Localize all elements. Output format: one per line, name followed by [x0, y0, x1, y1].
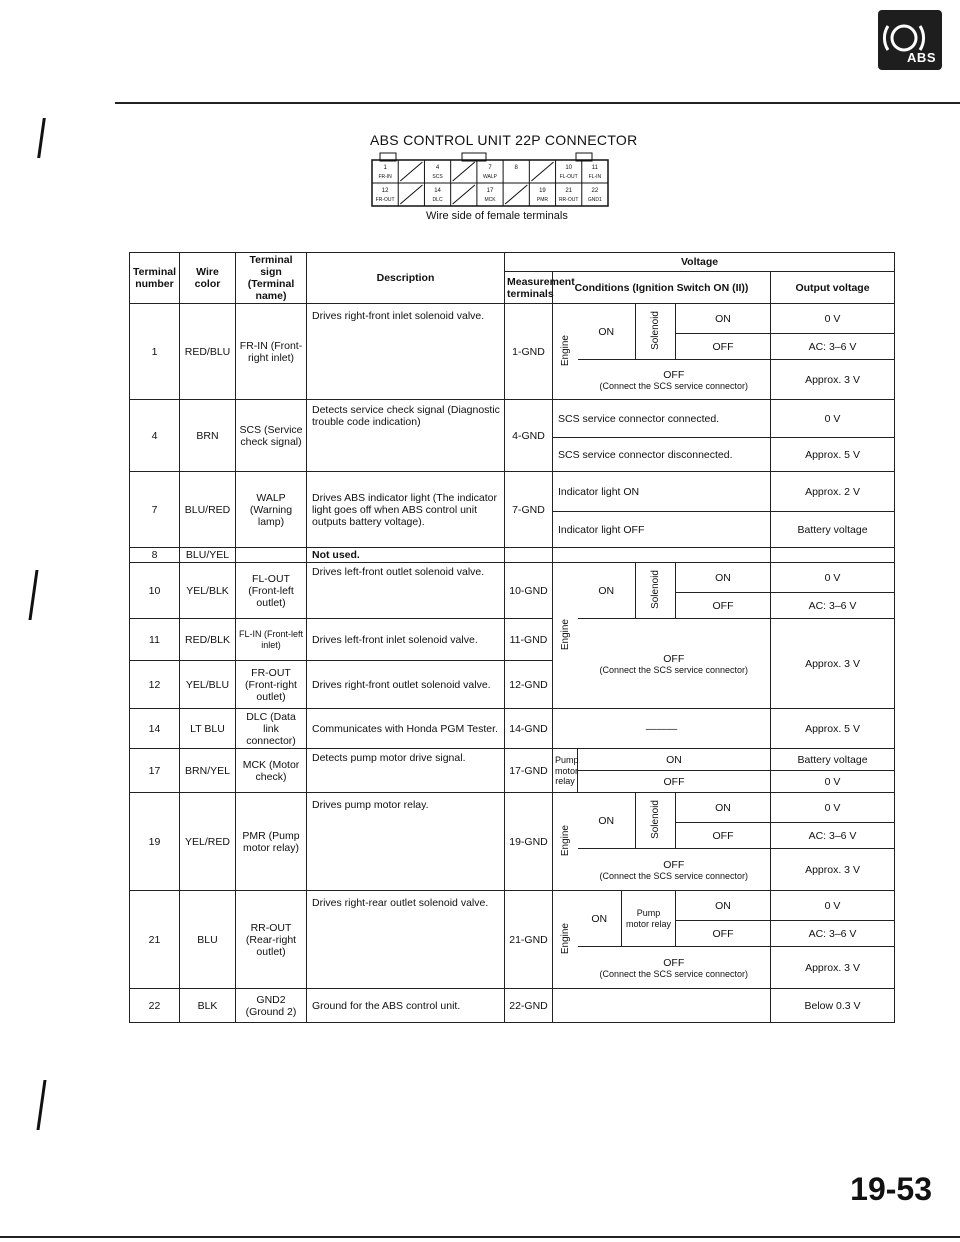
engine-label: Engine: [559, 824, 571, 856]
r22-desc: Ground for the ABS control unit.: [307, 989, 505, 1023]
r19-v-scs: Approx. 3 V: [771, 849, 895, 891]
r10-desc: Drives left-front outlet solenoid valve.: [307, 563, 505, 619]
r17-v-on: Battery voltage: [771, 749, 895, 771]
empty-pin-slash: [400, 185, 422, 204]
r10-v-on: 0 V: [771, 563, 895, 593]
pin-label: RR-OUT: [558, 197, 579, 203]
cond-off: OFF: [663, 956, 685, 969]
terminal-table: [129, 252, 895, 1023]
r22-v: Below 0.3 V: [771, 989, 895, 1023]
pin-label: WALP: [483, 174, 497, 180]
pin-label: DLC: [432, 197, 443, 203]
r7-num: 7: [130, 472, 180, 548]
abs-badge: [878, 10, 942, 70]
solenoid-label: Solenoid: [649, 310, 661, 350]
r11-color: RED/BLK: [180, 619, 236, 661]
connector-diagram: [370, 150, 610, 208]
cond-sub-on: ON: [676, 563, 771, 593]
cond-sub-on: ON: [676, 891, 771, 921]
r19-meas: 19-GND: [505, 793, 553, 891]
r1-v-on: 0 V: [771, 304, 895, 334]
cond-off: OFF: [663, 652, 685, 665]
r21-sign: RR-OUT (Rear-right outlet): [236, 891, 307, 989]
r12-desc: Drives right-front outlet solenoid valve.: [307, 661, 505, 709]
cond-on: ON: [578, 563, 636, 619]
r7-cond1: Indicator light ON: [553, 472, 771, 512]
pin-label: FR-IN: [378, 174, 392, 180]
r4-meas: 4-GND: [505, 400, 553, 472]
pin-label: FL-OUT: [559, 174, 578, 180]
r14-color: LT BLU: [180, 709, 236, 749]
pin-number: 4: [435, 165, 440, 171]
r10-sign: FL-OUT (Front-left outlet): [236, 563, 307, 619]
r10-color: YEL/BLK: [180, 563, 236, 619]
pin-number: 21: [565, 188, 573, 194]
r1-color: RED/BLU: [180, 304, 236, 400]
r19-v-off: AC: 3–6 V: [771, 823, 895, 849]
r12-sign: FR-OUT (Front-right outlet): [236, 661, 307, 709]
r4-num: 4: [130, 400, 180, 472]
r19-num: 19: [130, 793, 180, 891]
r1-desc: Drives right-front inlet solenoid valve.: [307, 304, 505, 400]
r10-v-off: AC: 3–6 V: [771, 593, 895, 619]
solenoid-label: Solenoid: [649, 799, 661, 839]
r21-desc: Drives right-rear outlet solenoid valve.: [307, 891, 505, 989]
r14-sign: DLC (Data link connector): [236, 709, 307, 749]
cond-sub-off: OFF: [676, 334, 771, 360]
r4-desc: Detects service check signal (Diagnostic trouble code indication): [307, 400, 505, 472]
r21-meas: 21-GND: [505, 891, 553, 989]
cond-on: ON: [598, 325, 615, 338]
cond-sub-off: OFF: [676, 823, 771, 849]
binding-mark: [37, 118, 60, 158]
r8-num: 8: [130, 548, 180, 563]
pin-label: FR-OUT: [375, 197, 395, 203]
r19-desc: Drives pump motor relay.: [307, 793, 505, 891]
header-wire-color: Wire color: [180, 253, 236, 304]
pin-number: 8: [514, 165, 518, 171]
empty-pin-slash: [453, 185, 475, 204]
cond-sub-off: OFF: [676, 921, 771, 947]
empty-pin-slash: [531, 162, 553, 181]
pin-label: MCK: [484, 197, 496, 203]
r21-pump-relay: Pump motor relay: [622, 891, 676, 947]
header-output-voltage: Output voltage: [771, 271, 895, 303]
connector-title: ABS CONTROL UNIT 22P CONNECTOR: [370, 132, 638, 148]
pin-number: 1: [383, 165, 387, 171]
r4-v1: 0 V: [771, 400, 895, 438]
r17-cond-off: OFF: [578, 771, 771, 793]
header-description: Description: [307, 253, 505, 304]
scs-note: (Connect the SCS service connector): [599, 664, 749, 675]
scs-note: (Connect the SCS service connector): [599, 380, 749, 391]
abs-badge-label: ABS: [907, 50, 936, 65]
r11-desc: Drives left-front inlet solenoid valve.: [307, 619, 505, 661]
r14-cond-dash: ———: [553, 709, 771, 749]
r21-v-scs: Approx. 3 V: [771, 947, 895, 989]
connector-caption: Wire side of female terminals: [426, 210, 568, 222]
r1-v-off: AC: 3–6 V: [771, 334, 895, 360]
scs-note: (Connect the SCS service connector): [599, 870, 749, 881]
r17-desc: Detects pump motor drive signal.: [307, 749, 505, 793]
r17-v-off: 0 V: [771, 771, 895, 793]
engine-label: Engine: [559, 618, 571, 650]
page-number: 19-53: [850, 1171, 932, 1207]
r19-sign: PMR (Pump motor relay): [236, 793, 307, 891]
pin-number: 17: [486, 188, 494, 194]
r11-num: 11: [130, 619, 180, 661]
r11-sign: FL-IN (Front-left inlet): [236, 619, 307, 661]
pin-label: FL-IN: [588, 174, 602, 180]
r4-color: BRN: [180, 400, 236, 472]
r1-num: 1: [130, 304, 180, 400]
r14-v: Approx. 5 V: [771, 709, 895, 749]
r17-color: BRN/YEL: [180, 749, 236, 793]
r21-v-on: 0 V: [771, 891, 895, 921]
r12-color: YEL/BLU: [180, 661, 236, 709]
pin-number: 14: [434, 188, 441, 194]
r12-meas: 12-GND: [505, 661, 553, 709]
r14-num: 14: [130, 709, 180, 749]
header-voltage: Voltage: [505, 253, 895, 272]
scs-note: (Connect the SCS service connector): [599, 968, 749, 979]
r22-num: 22: [130, 989, 180, 1023]
r22-sign: GND2 (Ground 2): [236, 989, 307, 1023]
r17-meas: 17-GND: [505, 749, 553, 793]
bottom-rule: [0, 1236, 960, 1238]
header-measurement: Measurement terminals: [505, 271, 553, 303]
pin-number: 10: [565, 165, 573, 171]
pin-number: 19: [539, 188, 546, 194]
r14-desc: Communicates with Honda PGM Tester.: [307, 709, 505, 749]
r17-sign: MCK (Motor check): [236, 749, 307, 793]
binding-mark: [28, 570, 52, 620]
r21-color: BLU: [180, 891, 236, 989]
r19-color: YEL/RED: [180, 793, 236, 891]
r8-color: BLU/YEL: [180, 548, 236, 563]
header-terminal-number: Terminal number: [130, 253, 180, 304]
r7-sign: WALP (Warning lamp): [236, 472, 307, 548]
r11-v-scs: Approx. 3 V: [771, 619, 895, 709]
binding-mark: [36, 1080, 60, 1130]
pin-number: 22: [591, 188, 599, 194]
pin-label: PMR: [536, 197, 549, 203]
header-conditions: Conditions (Ignition Switch ON (II)): [553, 271, 771, 303]
r4-v2: Approx. 5 V: [771, 438, 895, 472]
empty-pin-slash: [400, 162, 422, 181]
r7-meas: 7-GND: [505, 472, 553, 548]
pin-number: 12: [381, 188, 389, 194]
r7-v2: Battery voltage: [771, 512, 895, 548]
cond-sub-off: OFF: [676, 593, 771, 619]
cond-off: OFF: [663, 368, 685, 381]
r1-sign: FR-IN (Front-right inlet): [236, 304, 307, 400]
cond-on: ON: [578, 891, 622, 947]
r4-sign: SCS (Service check signal): [236, 400, 307, 472]
r17-cond-on: ON: [578, 749, 771, 771]
r22-meas: 22-GND: [505, 989, 553, 1023]
pin-number: 7: [488, 165, 492, 171]
r19-v-on: 0 V: [771, 793, 895, 823]
pin-label: GND1: [587, 197, 602, 203]
r4-cond2: SCS service connector disconnected.: [553, 438, 771, 472]
r8-desc: Not used.: [307, 548, 505, 563]
pin-label: SCS: [432, 174, 443, 180]
r1-v-scs: Approx. 3 V: [771, 360, 895, 400]
cond-sub-on: ON: [676, 793, 771, 823]
r21-v-off: AC: 3–6 V: [771, 921, 895, 947]
r1-meas: 1-GND: [505, 304, 553, 400]
r22-color: BLK: [180, 989, 236, 1023]
empty-pin-slash: [505, 185, 527, 204]
r21-num: 21: [130, 891, 180, 989]
engine-label: Engine: [559, 334, 571, 366]
cond-sub-on: ON: [676, 304, 771, 334]
r7-color: BLU/RED: [180, 472, 236, 548]
pin-number: 11: [591, 165, 599, 171]
empty-pin-slash: [453, 162, 475, 181]
r14-meas: 14-GND: [505, 709, 553, 749]
solenoid-label: Solenoid: [649, 569, 661, 609]
r4-cond1: SCS service connector connected.: [553, 400, 771, 438]
r12-num: 12: [130, 661, 180, 709]
cond-off: OFF: [663, 858, 685, 871]
r7-v1: Approx. 2 V: [771, 472, 895, 512]
r7-cond2: Indicator light OFF: [553, 512, 771, 548]
r17-pump-relay: Pump motor relay: [553, 749, 578, 793]
top-rule: [115, 102, 960, 104]
r11-meas: 11-GND: [505, 619, 553, 661]
r7-desc: Drives ABS indicator light (The indicator light goes off when ABS control unit outputs battery voltage).: [307, 472, 505, 548]
engine-label: Engine: [559, 922, 571, 954]
cond-on: ON: [578, 793, 636, 849]
header-terminal-sign: Terminal sign (Terminal name): [236, 253, 307, 304]
r17-num: 17: [130, 749, 180, 793]
r10-num: 10: [130, 563, 180, 619]
r10-meas: 10-GND: [505, 563, 553, 619]
